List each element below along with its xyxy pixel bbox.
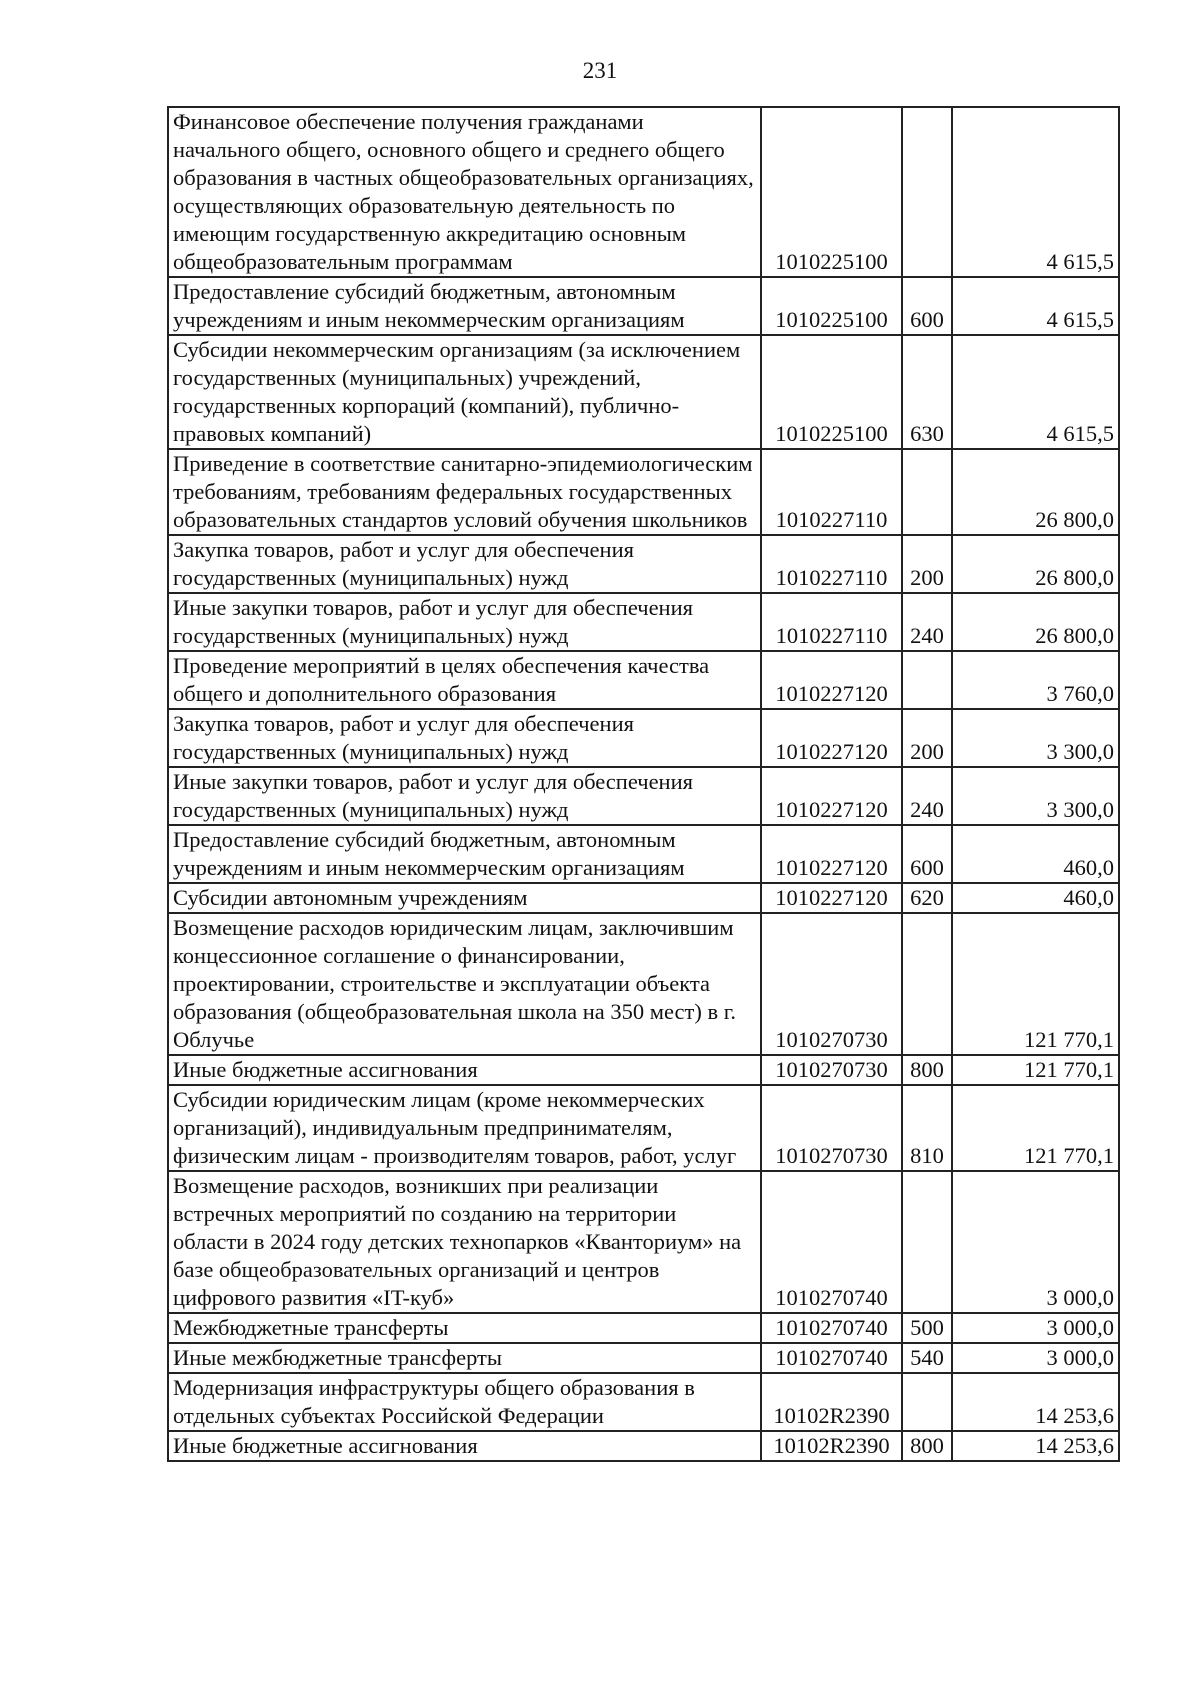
row-code-cell: 1010227120 [761, 883, 902, 913]
row-code-cell: 1010225100 [761, 335, 902, 449]
table-row [168, 883, 1119, 913]
table-row [168, 593, 1119, 651]
table-row [168, 1313, 1119, 1343]
row-type-cell: 620 [902, 883, 952, 913]
row-type-cell: 630 [902, 335, 952, 449]
row-sum-cell: 4 615,5 [952, 335, 1119, 449]
row-name-cell: Модернизация инфраструктуры общего образования в отдельных субъектах Российской Федерации [168, 1373, 761, 1431]
row-code-cell: 1010227110 [761, 593, 902, 651]
table-row [168, 709, 1119, 767]
table-row [168, 825, 1119, 883]
row-code-cell: 1010270740 [761, 1171, 902, 1313]
table-row [168, 535, 1119, 593]
row-code-cell: 1010227120 [761, 709, 902, 767]
row-sum-cell: 26 800,0 [952, 449, 1119, 535]
row-name-cell: Проведение мероприятий в целях обеспечения качества общего и дополнительного образования [168, 651, 761, 709]
budget-table [167, 106, 1120, 1462]
row-code-cell: 1010225100 [761, 277, 902, 335]
row-name-cell: Иные закупки товаров, работ и услуг для обеспечения государственных (муниципальных) нужд [168, 767, 761, 825]
row-name-cell: Субсидии автономным учреждениям [168, 883, 761, 913]
row-code-cell: 1010270730 [761, 1085, 902, 1171]
row-name-cell: Возмещение расходов юридическим лицам, заключившим концессионное соглашение о финансировании, проектировании, строительстве и эксплуатации объекта образования (общеобразовательная школа на 350 мест) в г. Облучье [168, 913, 761, 1055]
row-name-cell: Иные бюджетные ассигнования [168, 1431, 761, 1461]
row-sum-cell: 121 770,1 [952, 1085, 1119, 1171]
row-code-cell: 1010227110 [761, 535, 902, 593]
row-sum-cell: 3 000,0 [952, 1313, 1119, 1343]
row-sum-cell: 14 253,6 [952, 1431, 1119, 1461]
budget-table-body [168, 107, 1119, 1461]
row-sum-cell: 460,0 [952, 883, 1119, 913]
table-row [168, 449, 1119, 535]
row-sum-cell: 121 770,1 [952, 913, 1119, 1055]
row-code-cell: 1010227110 [761, 449, 902, 535]
row-code-cell: 1010227120 [761, 651, 902, 709]
row-type-cell: 200 [902, 709, 952, 767]
row-name-cell: Предоставление субсидий бюджетным, автономным учреждениям и иным некоммерческим организациям [168, 825, 761, 883]
row-code-cell: 1010270730 [761, 1055, 902, 1085]
row-name-cell: Иные бюджетные ассигнования [168, 1055, 761, 1085]
row-code-cell: 10102R2390 [761, 1373, 902, 1431]
table-row [168, 1055, 1119, 1085]
row-sum-cell: 460,0 [952, 825, 1119, 883]
table-row [168, 107, 1119, 277]
row-code-cell: 1010227120 [761, 767, 902, 825]
row-sum-cell: 3 300,0 [952, 709, 1119, 767]
row-type-cell: 540 [902, 1343, 952, 1373]
row-sum-cell: 121 770,1 [952, 1055, 1119, 1085]
row-type-cell [902, 107, 952, 277]
row-sum-cell: 3 000,0 [952, 1343, 1119, 1373]
row-type-cell: 600 [902, 825, 952, 883]
row-type-cell: 600 [902, 277, 952, 335]
row-sum-cell: 26 800,0 [952, 593, 1119, 651]
table-row [168, 1373, 1119, 1431]
row-name-cell: Иные закупки товаров, работ и услуг для обеспечения государственных (муниципальных) нужд [168, 593, 761, 651]
row-name-cell: Приведение в соответствие санитарно-эпидемиологическим требованиям, требованиям федеральных государственных образовательных стандартов условий обучения школьников [168, 449, 761, 535]
row-sum-cell: 3 760,0 [952, 651, 1119, 709]
row-name-cell: Финансовое обеспечение получения гражданами начального общего, основного общего и среднего общего образования в частных общеобразовательных организациях, осуществляющих образовательную деятельность по имеющим государственную аккредитацию основным общеобразовательным программам [168, 107, 761, 277]
row-sum-cell: 14 253,6 [952, 1373, 1119, 1431]
row-name-cell: Предоставление субсидий бюджетным, автономным учреждениям и иным некоммерческим организациям [168, 277, 761, 335]
table-row [168, 913, 1119, 1055]
row-code-cell: 10102R2390 [761, 1431, 902, 1461]
row-type-cell [902, 651, 952, 709]
page-number: 231 [582, 58, 618, 83]
row-type-cell: 240 [902, 593, 952, 651]
row-sum-cell: 26 800,0 [952, 535, 1119, 593]
row-type-cell: 800 [902, 1431, 952, 1461]
row-sum-cell: 4 615,5 [952, 277, 1119, 335]
row-name-cell: Возмещение расходов, возникших при реализации встречных мероприятий по созданию на территории области в 2024 году детских технопарков «Кванториум» на базе общеобразовательных организаций и центров цифрового развития «IT-куб» [168, 1171, 761, 1313]
table-row [168, 1343, 1119, 1373]
table-row [168, 1171, 1119, 1313]
table-row [168, 767, 1119, 825]
row-type-cell [902, 449, 952, 535]
table-row [168, 1431, 1119, 1461]
table-row [168, 277, 1119, 335]
row-name-cell: Субсидии юридическим лицам (кроме некоммерческих организаций), индивидуальным предпринимателям, физическим лицам - производителям товаров, работ, услуг [168, 1085, 761, 1171]
table-row [168, 1085, 1119, 1171]
row-type-cell [902, 1171, 952, 1313]
row-name-cell: Иные межбюджетные трансферты [168, 1343, 761, 1373]
table-row [168, 651, 1119, 709]
row-name-cell: Межбюджетные трансферты [168, 1313, 761, 1343]
row-type-cell: 240 [902, 767, 952, 825]
row-code-cell: 1010270740 [761, 1343, 902, 1373]
row-type-cell: 810 [902, 1085, 952, 1171]
row-code-cell: 1010270730 [761, 913, 902, 1055]
row-code-cell: 1010227120 [761, 825, 902, 883]
row-type-cell: 200 [902, 535, 952, 593]
row-type-cell: 800 [902, 1055, 952, 1085]
row-code-cell: 1010225100 [761, 107, 902, 277]
row-name-cell: Закупка товаров, работ и услуг для обеспечения государственных (муниципальных) нужд [168, 709, 761, 767]
row-sum-cell: 4 615,5 [952, 107, 1119, 277]
row-name-cell: Закупка товаров, работ и услуг для обеспечения государственных (муниципальных) нужд [168, 535, 761, 593]
table-row [168, 335, 1119, 449]
row-code-cell: 1010270740 [761, 1313, 902, 1343]
row-sum-cell: 3 000,0 [952, 1171, 1119, 1313]
row-type-cell [902, 1373, 952, 1431]
row-name-cell: Субсидии некоммерческим организациям (за исключением государственных (муниципальных) учреждений, государственных корпораций (компаний), публично-правовых компаний) [168, 335, 761, 449]
row-type-cell: 500 [902, 1313, 952, 1343]
row-type-cell [902, 913, 952, 1055]
row-sum-cell: 3 300,0 [952, 767, 1119, 825]
